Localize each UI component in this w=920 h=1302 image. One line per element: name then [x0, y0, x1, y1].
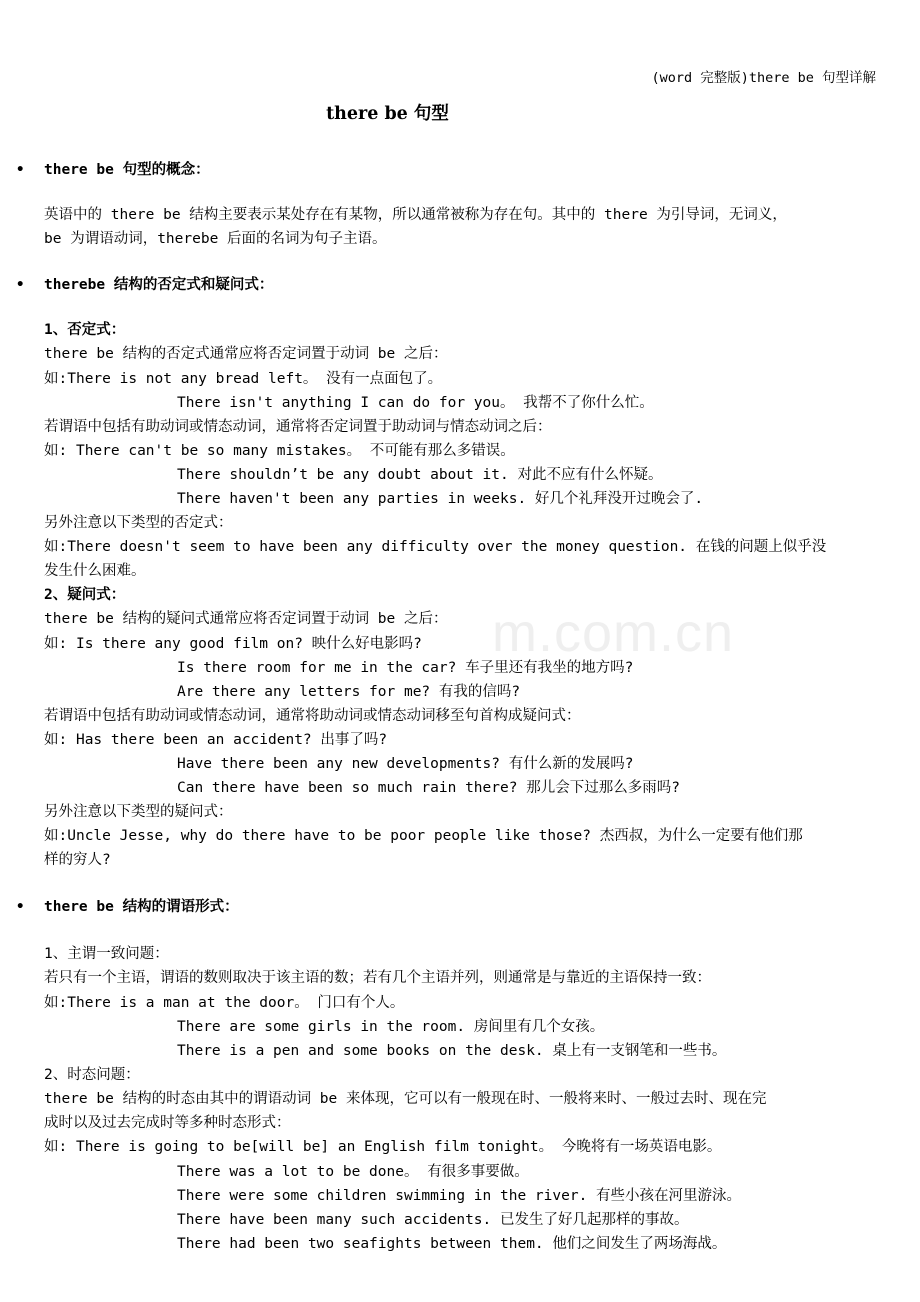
text-line: 若只有一个主语，谓语的数则取决于该主语的数；若有几个主语并列，则通常是与靠近的主语保持一致：: [44, 970, 711, 986]
text-line: 如: Is there any good film on? 映什么好电影吗?: [44, 636, 422, 652]
text-line: 如: There is going to be[will be] an English film tonight。 今晚将有一场英语电影。: [44, 1139, 722, 1155]
text-line: 如:There doesn't seem to have been any difficulty over the money question. 在钱的问题上似乎没: [44, 539, 827, 555]
text-line: 若谓语中包括有助动词或情态动词，通常将否定词置于助动词与情态动词之后：: [44, 419, 552, 435]
text-line: There was a lot to be done。 有很多事要做。: [177, 1164, 529, 1180]
text-line: There isn't anything I can do for you。 我帮不了你什么忙。: [177, 395, 654, 411]
text-line: there be 结构的疑问式通常应将否定词置于动词 be 之后：: [44, 611, 448, 627]
text-line: Can there have been so much rain there? 那儿会下过那么多雨吗?: [177, 780, 680, 796]
text-line: there be 结构的时态由其中的谓语动词 be 来体现，它可以有一般现在时、一般将来时、一般过去时、现在完: [44, 1091, 767, 1107]
text-line: 如: There can't be so many mistakes。 不可能有那么多错误。: [44, 443, 515, 459]
text-line: 若谓语中包括有助动词或情态动词，通常将助动词或情态动词移至句首构成疑问式：: [44, 708, 581, 724]
text-line: There haven't been any parties in weeks. 好几个礼拜没开过晚会了.: [177, 491, 704, 507]
text-line: Is there room for me in the car? 车子里还有我坐的地方吗?: [177, 660, 634, 676]
text-line: 如:Uncle Jesse, why do there have to be poor people like those? 杰西叔，为什么一定要有他们那: [44, 828, 803, 844]
watermark: m.com.cn: [492, 603, 735, 663]
text-line: 1、主谓一致问题：: [44, 946, 169, 962]
text-line: 样的穷人?: [44, 852, 111, 868]
text-line: Have there been any new developments? 有什么新的发展吗?: [177, 756, 634, 772]
text-line: 成时以及过去完成时等多种时态形式：: [44, 1115, 291, 1131]
text-line: 1、否定式：: [44, 322, 126, 338]
text-line: be 为谓语动词，therebe 后面的名词为句子主语。: [44, 231, 387, 247]
text-line: There are some girls in the room. 房间里有几个女孩。: [177, 1019, 605, 1035]
section-heading: • therebe 结构的否定式和疑问式：: [44, 275, 273, 295]
text-line: There had been two seafights between them. 他们之间发生了两场海战。: [177, 1236, 727, 1252]
text-line: 2、疑问式：: [44, 587, 126, 603]
text-line: 发生什么困难。: [44, 563, 146, 579]
text-line: 如:There is not any bread left。 没有一点面包了。: [44, 371, 443, 387]
text-line: there be 结构的否定式通常应将否定词置于动词 be 之后：: [44, 346, 448, 362]
section-heading: • there be 结构的谓语形式：: [44, 897, 239, 917]
section-heading: • there be 句型的概念：: [44, 160, 210, 180]
text-line: 如:There is a man at the door。 门口有个人。: [44, 995, 405, 1011]
text-line: 如: Has there been an accident? 出事了吗?: [44, 732, 388, 748]
page-header: (word 完整版)there be 句型详解: [651, 70, 876, 86]
text-line: 另外注意以下类型的疑问式：: [44, 804, 233, 820]
document-title: there be 句型: [326, 104, 449, 124]
text-line: There were some children swimming in the river. 有些小孩在河里游泳。: [177, 1188, 742, 1204]
text-line: There is a pen and some books on the desk. 桌上有一支钢笔和一些书。: [177, 1043, 727, 1059]
text-line: 英语中的 there be 结构主要表示某处存在有某物，所以通常被称为存在句。其中的 there 为引导词，无词义，: [44, 207, 787, 223]
text-line: 2、时态问题：: [44, 1067, 140, 1083]
text-line: There have been many such accidents. 已发生了好几起那样的事故。: [177, 1212, 689, 1228]
text-line: Are there any letters for me? 有我的信吗?: [177, 684, 521, 700]
text-line: There shouldn’t be any doubt about it. 对此不应有什么怀疑。: [177, 467, 663, 483]
text-line: 另外注意以下类型的否定式：: [44, 515, 233, 531]
